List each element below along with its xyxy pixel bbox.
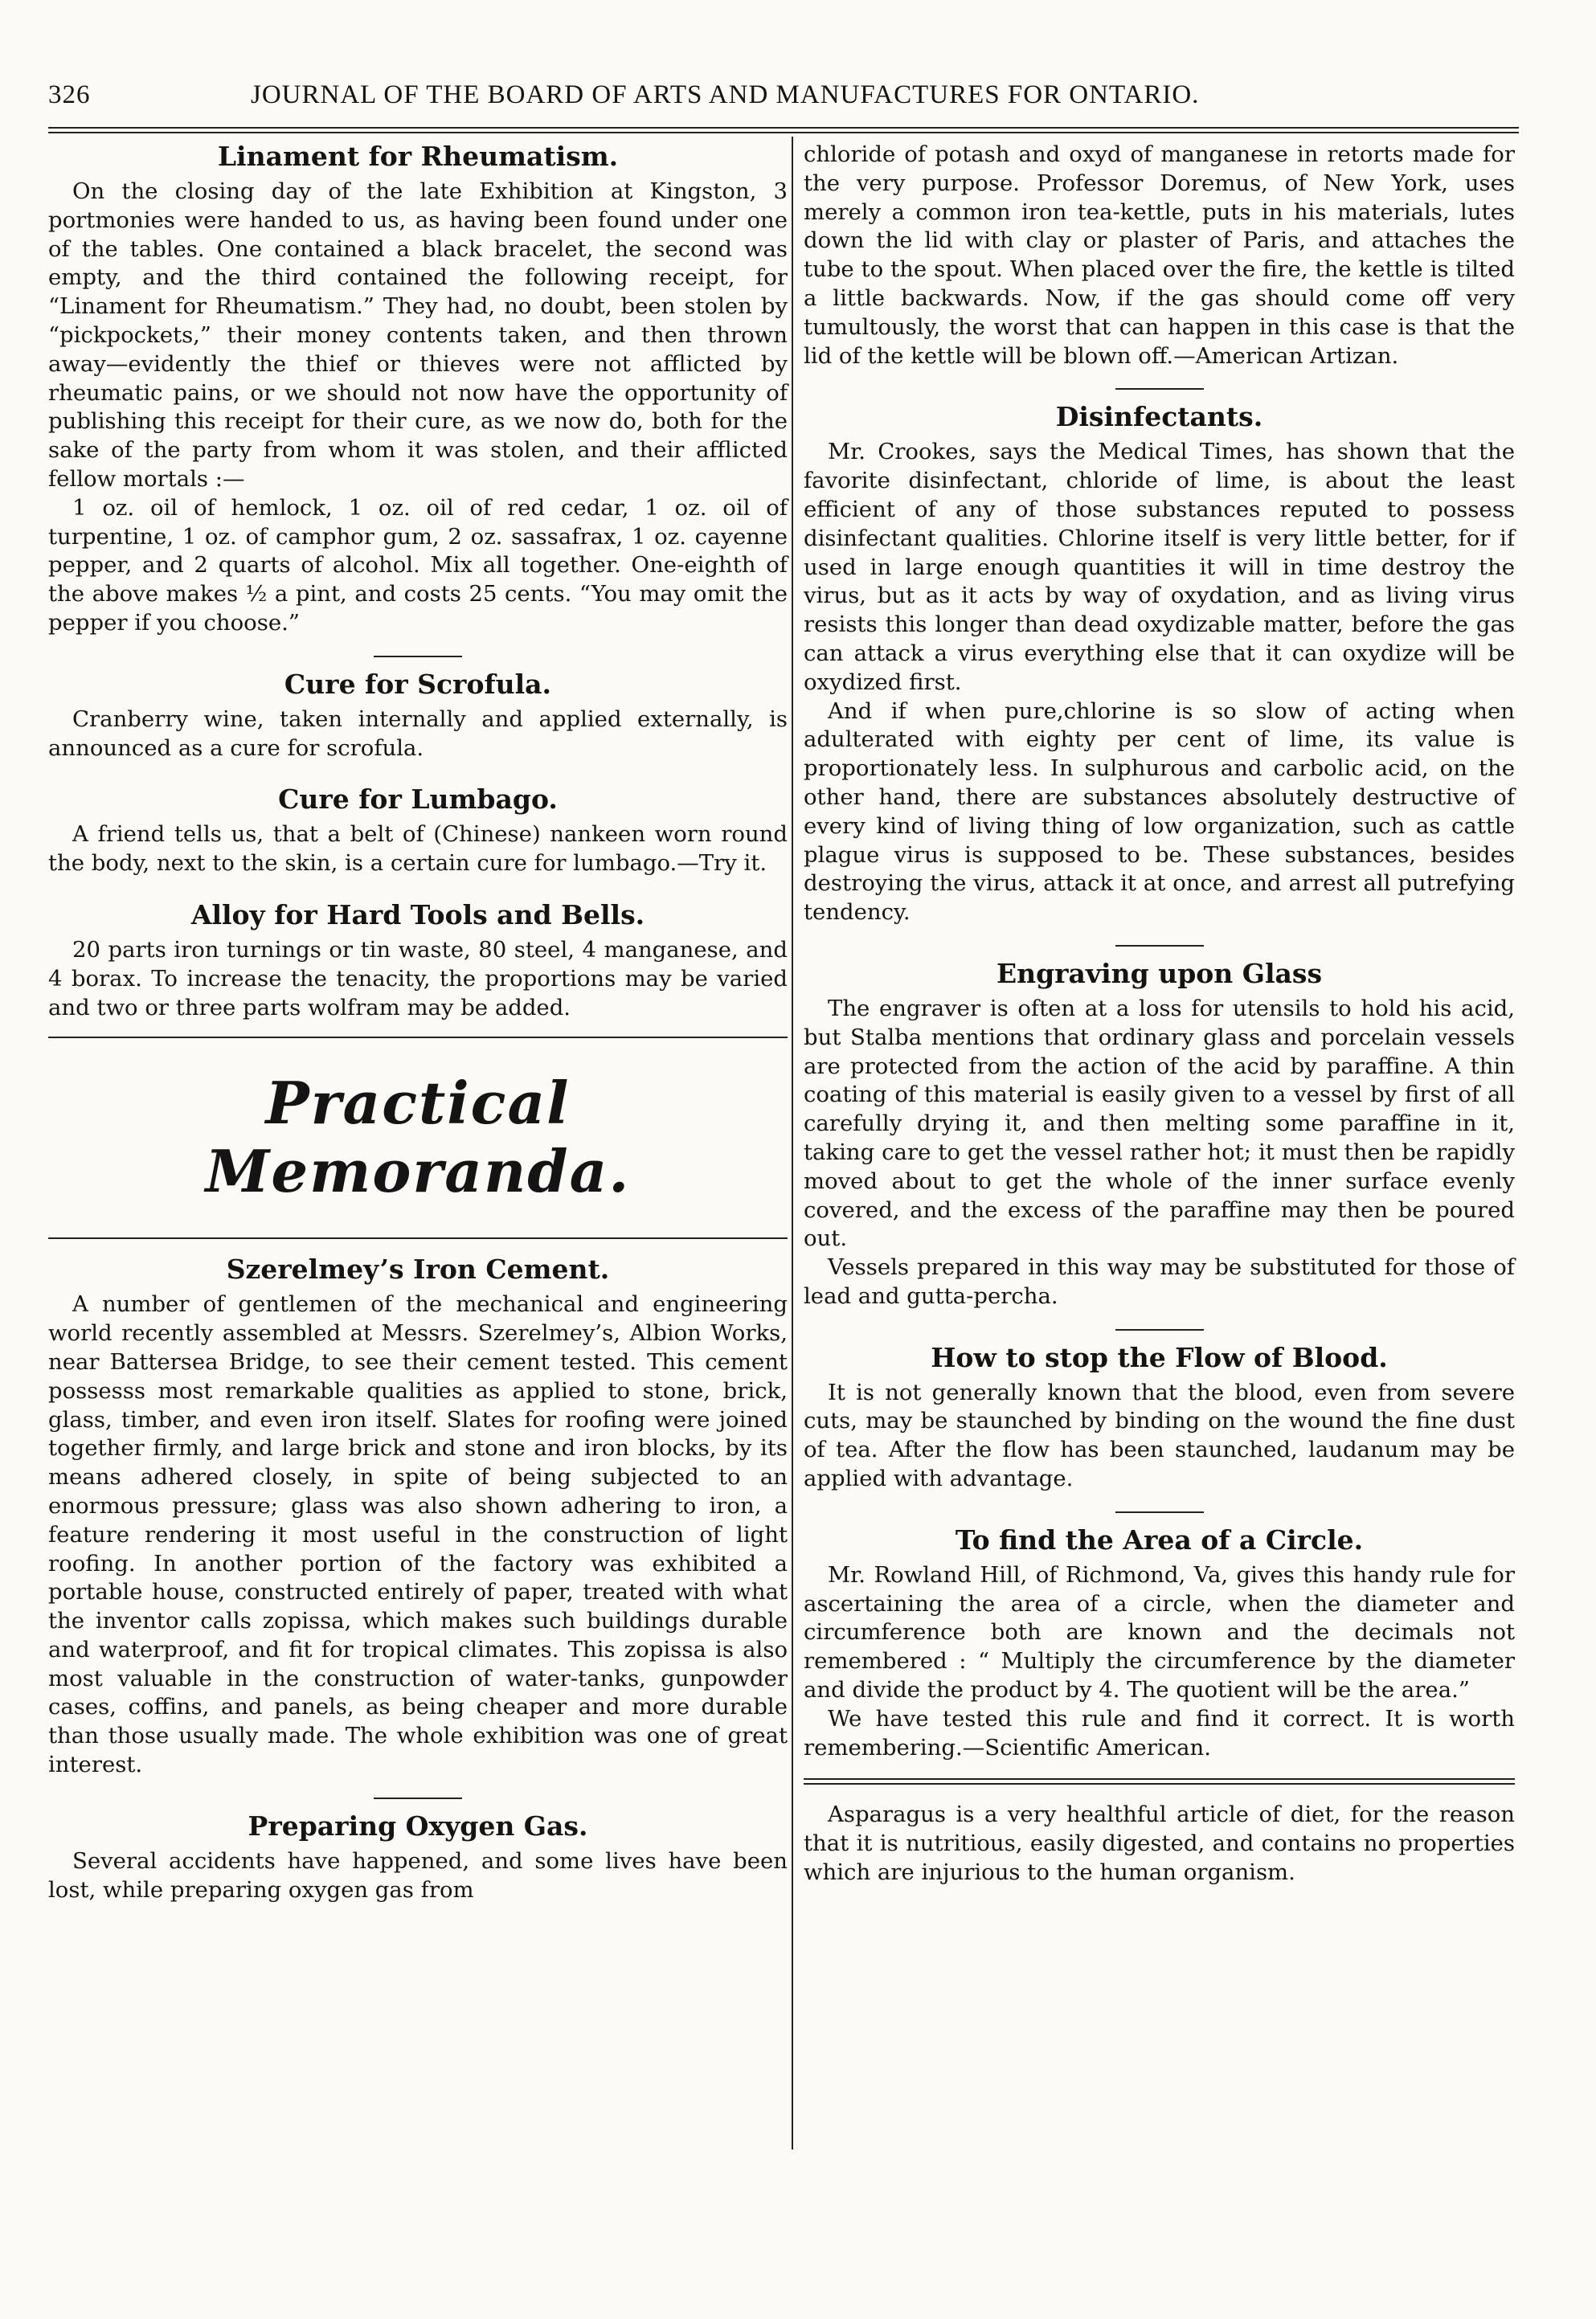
article-title: Linament for Rheumatism. [217,141,619,172]
section-divider [1115,1511,1204,1513]
article-paragraph: Mr. Rowland Hill, of Richmond, Va, gives this handy rule for ascertaining the area of a circle, when the diameter and circumference both are known and the decimals not remembered : “ Multiply the circumference by the diameter and divide the product by 4. The quotient will be the area.” [804,1561,1515,1703]
article-paragraph: The engraver is often at a loss for utensils to hold his acid, but Stalba mentions that ordinary glass and porcelain vessels are protected from the action of the acid by paraffine. A thin coating of this material is easily given to a vessel by first of all carefully drying it, and then melting some paraffine in it, taking care to get the vessel rather hot; it must then be rapidly moved about to get the whole of the inner surface evenly covered, and the excess of the paraffine may then be poured out. [804,995,1515,1252]
running-title: JOURNAL OF THE BOARD OF ARTS AND MANUFACTURES FOR ONTARIO. [251,80,1200,109]
section-divider [374,1798,462,1799]
article-paragraph: Asparagus is a very healthful article of diet, for the reason that it is nutritious, easily digested, and contains no properties which are injurious to the human organism. [804,1802,1515,1886]
column-divider [792,137,793,2149]
section-divider [374,656,462,657]
article-paragraph: A friend tells us, that a belt of (Chinese) nankeen worn round the body, next to the skin, is a certain cure for lumbago.—Try it. [48,821,788,877]
article-title: Engraving upon Glass [996,957,1323,989]
left-column [48,141,788,1904]
article-paragraph: It is not generally known that the blood, even from severe cuts, may be staunched by binding on the wound the fine dust of tea. After the flow has been staunched, laudanum may be applied with advantage. [804,1379,1515,1492]
page-header [48,80,1551,121]
article-title: To find the Area of a Circle. [955,1524,1364,1556]
section-rule [48,1237,788,1239]
article-paragraph: A number of gentlemen of the mechanical and engineering world recently assembled at Messrs. Szerelmey’s, Albion Works, near Battersea Bridge, to see their cement tested. This cement possesss most remarkable qualities as applied to stone, brick, glass, timber, and even iron itself. Slates for roofing were joined together firmly, and large brick and stone and iron blocks, by its means adhered closely, in spite of being subjected to an enormous pressure; glass was also shown adhering to iron, a feature rendering it most useful in the construction of light roofing. In another portion of the factory was exhibited a portable house, constructed entirely of paper, treated with what the inventor calls zopissa, which makes such buildings durable and waterproof, and fit for tropical climates. This zopissa is also most valuable in the construction of water-tanks, gunpowder cases, coffins, and panels, as being cheaper and more durable than those usually made. The whole exhibition was one of great interest. [48,1291,788,1778]
article-title: Disinfectants. [1055,401,1263,433]
article-paragraph: We have tested this rule and find it correct. It is worth remembering.—Scientific American. [804,1705,1515,1761]
article-title: How to stop the Flow of Blood. [931,1341,1388,1373]
section-divider [1115,388,1204,390]
article-paragraph: 1 oz. oil of hemlock, 1 oz. oil of red cedar, 1 oz. oil of turpentine, 1 oz. of camphor gum, 2 oz. sassafrax, 1 oz. cayenne pepper, and 2 quarts of alcohol. Mix all together. One-eighth of the above makes ½ a pint, and costs 25 cents. “You may omit the pepper if you choose.” [48,494,788,636]
article-paragraph: On the closing day of the late Exhibition at Kingston, 3 portmonies were handed to us, as having been found under one of the tables. One contained a black bracelet, the second was empty, and the third contained the following receipt, for “Linament for Rheumatism.” They had, no doubt, been stolen by “pickpockets,” their money contents taken, and then thrown away—evidently the thief or thieves were not afflicted by rheumatic pains, or we should not now have the opportunity of publishing this receipt for their cure, as we now do, both for the sake of the party from whom it was stolen, and their afflicted fellow mortals :— [48,178,788,492]
section-rule [804,1778,1515,1785]
article-paragraph: Vessels prepared in this way may be substituted for those of lead and gutta-percha. [804,1254,1515,1309]
article-paragraph: chloride of potash and oxyd of manganese in retorts made for the very purpose. Professor Doremus, of New York, uses merely a common iron tea-kettle, puts in his materials, lutes down the lid with clay or plaster of Paris, and attaches the tube to the spout. When placed over the fire, the kettle is tilted a little backwards. Now, if the gas should come off very tumultously, the worst that can happen in this case is that the lid of the kettle will be blown off.—American Artizan. [804,141,1515,369]
section-heading: Practical Memoranda. [205,1069,631,1206]
article-title: Alloy for Hard Tools and Bells. [190,898,645,930]
article-paragraph: 20 parts iron turnings or tin waste, 80 steel, 4 manganese, and 4 borax. To increase the tenacity, the proportions may be varied and two or three parts wolfram may be added. [48,936,788,1020]
page-number: 326 [48,80,91,109]
article-paragraph: Cranberry wine, taken internally and applied externally, is announced as a cure for scrofula. [48,706,788,761]
article-paragraph: Several accidents have happened, and some lives have been lost, while preparing oxygen gas from [48,1847,788,1903]
article-title: Preparing Oxygen Gas. [248,1810,588,1842]
section-divider [1115,1329,1204,1331]
article-title: Cure for Scrofula. [284,668,552,700]
section-rule [48,1037,788,1038]
right-column [804,141,1515,1888]
article-title: Szerelmey’s Iron Cement. [226,1254,610,1286]
header-rule [48,127,1519,133]
article-title: Cure for Lumbago. [278,783,558,816]
article-paragraph: And if when pure,chlorine is so slow of acting when adulterated with eighty per cent of lime, its value is proportionately less. In sulphurous and carbolic acid, on the other hand, there are substances absolutely destructive of every kind of living thing of low organization, such as cattle plague virus is supposed to be. These substances, besides destroying the virus, attack it at once, and arrest all putrefying tendency. [804,697,1515,926]
section-divider [1115,945,1204,947]
article-paragraph: Mr. Crookes, says the Medical Times, has shown that the favorite disinfectant, chloride of lime, is about the least efficient of any of those substances reputed to possess disinfectant qualities. Chlorine itself is very little better, for if used in large enough quantities it will in time destroy the virus, but as it acts by way of oxydation, and as living virus resists this longer than dead oxydizable matter, before the gas can attack a virus everything else that it can oxydize will be oxydized first. [804,439,1515,695]
